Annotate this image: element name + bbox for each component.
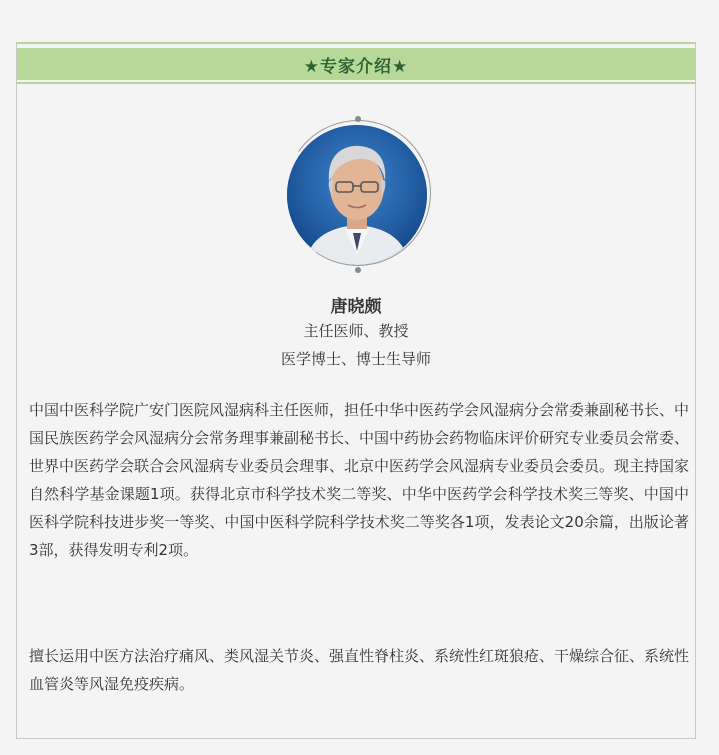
expert-name: 唐晓颇 — [330, 297, 382, 317]
portrait-image — [287, 125, 427, 265]
header-band — [17, 48, 695, 80]
section-title: ★专家介绍★ — [303, 56, 409, 77]
header-bottom-line — [17, 82, 695, 84]
avatar-area — [17, 114, 695, 274]
bio-paragraph-2: 擅长运用中医方法治疗痛风、类风湿关节炎、强直性脊柱炎、系统性红斑狼疮、干燥综合征、系统性血管炎等风湿免疫疾病。 — [29, 647, 690, 693]
expert-card — [16, 42, 696, 739]
header-top-line — [17, 42, 695, 44]
section-header — [17, 42, 695, 84]
ring-dot-top — [355, 116, 361, 122]
avatar — [287, 125, 427, 265]
expert-title-line2: 医学博士、博士生导师 — [280, 350, 431, 368]
expert-title-line1: 主任医师、教授 — [303, 322, 409, 340]
bio-paragraph-1: 中国中医科学院广安门医院风湿病科主任医师，担任中华中医药学会风湿病分会常委兼副秘书长、中国民族医药学会风湿病分会常务理事兼副秘书长、中国中药协会药物临床评价研究专业委员会常委、世界中医药学会联合会风湿病专业委员会理事、北京中医药学会风湿病专业委员会委员。现主持国家自然科学基金课题1项。获得北京市科学技术奖二等奖、中华中医药学会科学技术奖三等奖、中国中医科学院科技进步奖一等奖、中国中医科学院科学技术奖二等奖各1项，发表论文20余篇，出版论著3部，获得发明专利2项。 — [29, 401, 690, 559]
ring-dot-bottom — [355, 267, 361, 273]
